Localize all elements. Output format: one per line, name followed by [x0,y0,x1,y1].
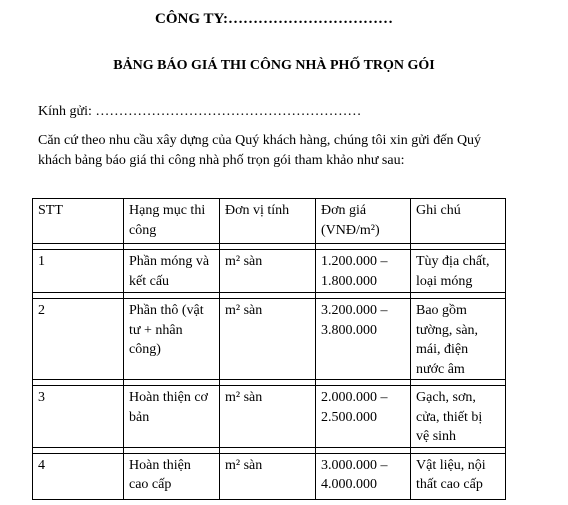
note-text: thất cao cấp [416,477,483,492]
cell-note [411,250,506,293]
cell-item [124,250,220,293]
unit-text: m² sàn [225,254,263,269]
item-text: Hoàn thiện [129,457,191,473]
cell-note [411,299,506,380]
unit-text: m² sàn [225,390,263,405]
cell-unit [220,250,316,293]
price-text: 4.000.000 [321,477,377,492]
header-cell-note [411,199,506,244]
price-text: 1.200.000 – [321,254,388,269]
item-text: cao cấp [129,477,172,492]
company-name: CÔNG TY:…………………………… [155,11,393,27]
cell-unit [220,386,316,448]
cell-item [124,386,220,448]
price-table [32,198,506,500]
note-text: nước âm [416,361,465,377]
table-row [33,250,506,293]
cell-item [124,299,220,380]
item-text: kết cấu [129,273,170,289]
note-text: Gạch, sơn, [416,390,476,405]
header-text: Đơn giá [321,203,367,218]
item-text: công) [129,342,161,357]
note-text: mái, điện [416,342,469,357]
cell-unit [220,299,316,380]
note-text: vệ sinh [416,429,457,444]
document-title: BẢNG BÁO GIÁ THI CÔNG NHÀ PHỐ TRỌN GÓI [113,58,435,73]
header-text: công [129,222,157,238]
cell-price [316,386,411,448]
unit-text: m² sàn [225,457,263,473]
price-text: 3.200.000 – [321,303,388,318]
note-text: Tùy địa chất, [416,254,490,269]
table-row [33,299,506,380]
note-text: loại móng [416,273,473,289]
intro-line: khách bảng báo giá thi công nhà phố trọn gói tham khảo như sau: [38,153,405,168]
greeting-line: Kính gửi: ………………………………………………… [38,104,362,119]
cell-unit [220,453,316,499]
stt-value: 2 [38,303,45,318]
cell-note [411,453,506,499]
note-text: Bao gồm [416,303,467,318]
table-row [33,386,506,448]
intro-paragraph [38,131,538,171]
table-row [33,453,506,499]
header-text: (VNĐ/m²) [321,222,380,238]
cell-stt [33,299,124,380]
table-header-row [33,199,506,244]
header-cell-unit [220,199,316,244]
item-text: Hoàn thiện cơ [129,390,208,405]
cell-stt [33,386,124,448]
cell-price [316,299,411,380]
stt-value: 1 [38,254,45,269]
price-text: 3.000.000 – [321,457,388,473]
stt-value: 3 [38,390,45,405]
intro-line: Căn cứ theo nhu cầu xây dựng của Quý khách hàng, chúng tôi xin gửi đến Quý [38,133,482,148]
cell-price [316,453,411,499]
cell-price [316,250,411,293]
note-text: Vật liệu, nội [416,457,486,473]
header-cell-stt [33,199,124,244]
header-text: Ghi chú [416,203,461,218]
note-text: cửa, thiết bị [416,409,483,425]
header-cell-price [316,199,411,244]
stt-value: 4 [38,457,45,473]
note-text: tường, sàn, [416,322,479,338]
header-cell-item [124,199,220,244]
price-text: 3.800.000 [321,322,377,338]
cell-stt [33,453,124,499]
price-text: 1.800.000 [321,273,377,289]
item-text: bản [129,409,150,425]
header-text: Hạng mục thi [129,203,206,218]
price-text: 2.500.000 [321,409,377,425]
item-text: Phần móng và [129,254,210,269]
price-text: 2.000.000 – [321,390,388,405]
header-text: Đơn vị tính [225,203,290,218]
header-text: STT [38,203,63,218]
item-text: Phần thô (vật [129,303,204,318]
cell-note [411,386,506,448]
unit-text: m² sàn [225,303,263,318]
cell-stt [33,250,124,293]
cell-item [124,453,220,499]
item-text: tư + nhân [129,322,183,338]
